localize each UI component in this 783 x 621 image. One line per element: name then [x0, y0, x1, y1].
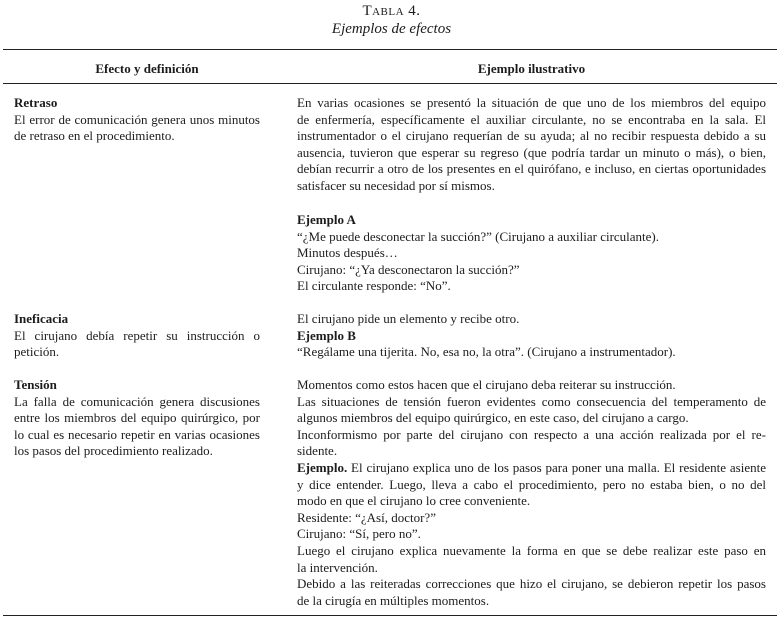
example-line: Cirujano: “¿Ya desconectaron la succión?” — [297, 261, 520, 277]
effect-definition-line: La falla de comunicación genera discusiones — [14, 393, 260, 409]
example-line: algunos miembros del equipo quirúrgico, en este caso, del cirujano a cargo. — [297, 410, 689, 426]
example-line: Cirujano: “Sí, pero no”. — [297, 526, 421, 542]
example-line: debían recurrir a otro de los presentes en el quirófano, e incluso, en ciertas oportunidades — [297, 161, 766, 177]
example-line: Minutos después… — [297, 245, 398, 261]
effect-definition-line: entre los miembros del equipo quirúrgico, por — [14, 410, 260, 426]
bottom-rule — [3, 615, 777, 616]
example-line: de la cirugía en múltiples momentos. — [297, 592, 490, 608]
effect-definition-line: de retraso en el procedimiento. — [14, 128, 175, 144]
example-text: El cirujano explica uno de los pasos para poner una malla. El residente asiente — [347, 459, 766, 475]
example-line: El circulante responde: “No”. — [297, 278, 451, 294]
example-a — [297, 212, 766, 295]
column-header-effect: Efecto y definición — [95, 61, 199, 76]
example-line: Las situaciones de tensión fueron evidentes como consecuencia del temperamento de — [297, 393, 766, 409]
example-line: de enfermería, específicamente el auxiliar circulante, no se encontraba en la sala. El — [297, 111, 766, 127]
effect-definition-line: El cirujano debía repetir su instrucción o — [14, 327, 260, 343]
example-retraso — [297, 95, 766, 195]
example-line: El cirujano pide un elemento y recibe otro. — [297, 311, 520, 326]
effect-term: Ineficacia — [14, 311, 69, 326]
example-line: Inconformismo por parte del cirujano con respecto a una acción realizada por el re- — [297, 426, 766, 442]
example-line: modo en que el cirujano lo cree conveniente. — [297, 493, 531, 509]
effect-term: Tensión — [14, 377, 57, 392]
example-line: satisfacer su necesidad por sí mismos. — [297, 177, 495, 193]
example-line: En varias ocasiones se presentó la situación de que uno de los miembros del equipo — [297, 95, 766, 110]
effect-ineficacia — [14, 311, 260, 361]
example-a-title: Ejemplo A — [297, 212, 356, 227]
example-line: “¿Me puede desconectar la succión?” (Cirujano a auxiliar circulante). — [297, 228, 660, 244]
example-line: Debido a las reiteradas correcciones que hizo el cirujano, se debieron repetir los pasos — [297, 576, 766, 592]
example-line: Luego el cirujano explica nuevamente la forma en que se debe realizar este paso en — [297, 542, 766, 558]
top-rule — [3, 49, 777, 50]
example-ineficacia — [297, 311, 766, 361]
example-b-title: Ejemplo B — [297, 327, 356, 343]
effect-term: Retraso — [14, 95, 58, 110]
effect-definition-line: lo cual es necesario repetir en varias ocasiones — [14, 426, 260, 442]
effect-tension — [14, 377, 260, 460]
effect-definition-line: los pasos del procedimiento realizado. — [14, 443, 213, 459]
example-line: ausencia, tuvieron que esperar su regreso (que podría tardar un minuto o más), o bien, — [297, 144, 766, 160]
example-line: sidente. — [297, 443, 338, 459]
table-number: Tabla 4. — [362, 3, 421, 19]
effect-definition-line: El error de comunicación genera unos minutos — [14, 111, 260, 127]
header-rule — [3, 83, 777, 84]
example-line: la intervención. — [297, 559, 378, 575]
effect-definition-line: petición. — [14, 344, 60, 360]
example-line: y dice entender. Luego, lleva a cabo el procedimiento, pero no estaba bien, o no del — [297, 476, 766, 492]
table-title: Ejemplos de efectos — [331, 21, 452, 37]
example-line: Momentos como estos hacen que el cirujano deba reiterar su instrucción. — [297, 377, 676, 392]
example-line: “Regálame una tijerita. No, esa no, la otra”. (Cirujano a instrumentador). — [297, 344, 676, 360]
example-line: instrumentador o el cirujano requerían de su ayuda; al no recibir respuesta debido a su — [297, 128, 766, 144]
example-line — [297, 460, 766, 477]
example-line: Residente: “¿Así, doctor?” — [297, 509, 436, 525]
example-tension — [297, 377, 766, 609]
column-header-example: Ejemplo ilustrativo — [477, 61, 586, 76]
example-label: Ejemplo. — [297, 459, 348, 475]
effect-retraso — [14, 95, 260, 145]
